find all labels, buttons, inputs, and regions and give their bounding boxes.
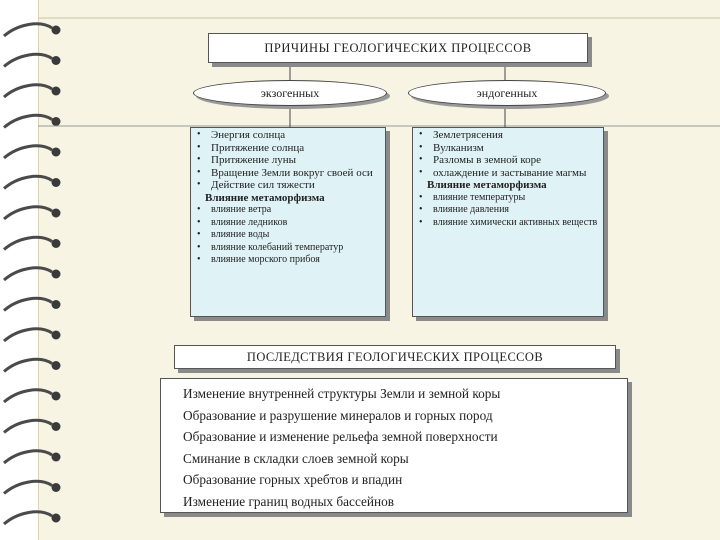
spiral-hole (52, 87, 61, 96)
consequences-title: ПОСЛЕДСТВИЯ ГЕОЛОГИЧЕСКИХ ПРОЦЕССОВ (174, 345, 616, 369)
cause-item (417, 192, 600, 205)
spiral-hole (52, 361, 61, 370)
exogenous-causes-list (190, 127, 386, 317)
bullet-icon: • (197, 229, 201, 240)
spiral-hole (52, 117, 61, 126)
cause-item-text: Землетрясения (433, 129, 503, 141)
endogenous-causes-list (412, 127, 604, 317)
cause-item-text: Притяжение луны (211, 154, 297, 166)
spiral-ring (4, 298, 52, 310)
spiral-hole (52, 26, 61, 35)
spiral-hole (52, 178, 61, 187)
bullet-icon: • (197, 216, 201, 228)
cause-item (195, 254, 382, 267)
exogenous-node: экзогенных (193, 80, 387, 106)
metamorphism-heading: Влияние метаморфизма (427, 179, 547, 191)
bullet-icon: • (419, 154, 423, 165)
spiral-ring (4, 451, 52, 463)
cause-item (417, 142, 600, 155)
spiral-ring (4, 207, 52, 219)
consequence-item: Изменение границ водных бассейнов (183, 493, 395, 509)
cause-item-text: влияние химически активных веществ (433, 216, 598, 228)
cause-item (195, 167, 382, 180)
cause-item (195, 142, 382, 155)
cause-item (417, 204, 600, 217)
cause-item (417, 217, 600, 230)
spiral-ring (4, 268, 52, 280)
cause-item (195, 242, 382, 255)
cause-item (195, 129, 382, 142)
cause-item-text: Разломы в земной коре (433, 154, 542, 166)
consequence-item: Образование горных хребтов и впадин (183, 472, 403, 487)
spiral-ring (4, 115, 52, 127)
cause-item-text: влияние колебаний температур (211, 241, 344, 253)
cause-item (195, 179, 382, 192)
spiral-binding (0, 0, 70, 540)
bullet-icon: • (197, 129, 201, 140)
cause-item-text: Вулканизм (433, 141, 484, 154)
consequence-item: Изменение внутренней структуры Земли и земной коры (183, 386, 501, 401)
bullet-icon: • (419, 129, 423, 140)
spiral-ring (4, 146, 52, 158)
bullet-icon: • (197, 141, 201, 153)
spiral-hole (52, 331, 61, 340)
spiral-ring (4, 24, 52, 36)
cause-item-text: влияние ветра (211, 204, 272, 215)
cause-item-text: влияние температуры (433, 191, 526, 203)
cause-item (417, 167, 600, 180)
consequence-item: Образование и изменение рельефа земной поверхности (183, 429, 498, 444)
cause-item (195, 204, 382, 217)
spiral-ring (4, 359, 52, 371)
spiral-hole (52, 422, 61, 431)
cause-item (417, 129, 600, 142)
consequence-item: Сминание в складки слоев земной коры (183, 450, 409, 466)
cause-item-text: Энергия солнца (211, 129, 286, 141)
cause-item (195, 217, 382, 230)
cause-item-text: влияние морского прибоя (211, 254, 320, 265)
bullet-icon: • (197, 166, 201, 178)
spiral-ring (4, 420, 52, 432)
cause-item-text: влияние ледников (211, 216, 288, 228)
spiral-ring (4, 481, 52, 493)
bullet-icon: • (197, 241, 201, 253)
spiral-ring (4, 237, 52, 249)
bullet-icon: • (197, 204, 201, 215)
cause-item (195, 229, 382, 242)
spiral-hole (52, 514, 61, 523)
spiral-hole (52, 148, 61, 157)
spiral-hole (52, 209, 61, 218)
cause-item-text: влияние воды (211, 229, 270, 240)
causes-title: ПРИЧИНЫ ГЕОЛОГИЧЕСКИХ ПРОЦЕССОВ (208, 33, 588, 63)
cause-item-text: Действие сил тяжести (211, 179, 315, 191)
spiral-hole (52, 56, 61, 65)
cause-item-text: охлаждение и застывание магмы (433, 166, 587, 179)
metamorphism-heading: Влияние метаморфизма (205, 191, 325, 204)
spiral-ring (4, 176, 52, 188)
consequence-item: Образование и разрушение минералов и горных пород (183, 407, 493, 423)
spiral-ring (4, 390, 52, 402)
cause-item-text: Вращение Земли вокруг своей оси (211, 166, 373, 179)
spiral-hole (52, 453, 61, 462)
consequences-list (160, 378, 628, 513)
spiral-ring (4, 85, 52, 97)
spiral-hole (52, 392, 61, 401)
bullet-icon: • (197, 179, 201, 190)
spiral-ring (4, 512, 52, 524)
bullet-icon: • (419, 216, 423, 228)
spiral-hole (52, 239, 61, 248)
spiral-ring (4, 54, 52, 66)
cause-item (195, 154, 382, 167)
cause-item-text: Притяжение солнца (211, 141, 305, 154)
cause-item (417, 154, 600, 167)
bullet-icon: • (419, 191, 423, 203)
bullet-icon: • (419, 166, 423, 178)
endogenous-node: эндогенных (408, 80, 606, 106)
spiral-ring (4, 329, 52, 341)
spiral-hole (52, 270, 61, 279)
cause-item-text: влияние давления (433, 204, 510, 215)
bullet-icon: • (197, 154, 201, 165)
spiral-hole (52, 300, 61, 309)
spiral-hole (52, 483, 61, 492)
bullet-icon: • (419, 141, 423, 153)
bullet-icon: • (419, 204, 423, 215)
bullet-icon: • (197, 254, 201, 265)
